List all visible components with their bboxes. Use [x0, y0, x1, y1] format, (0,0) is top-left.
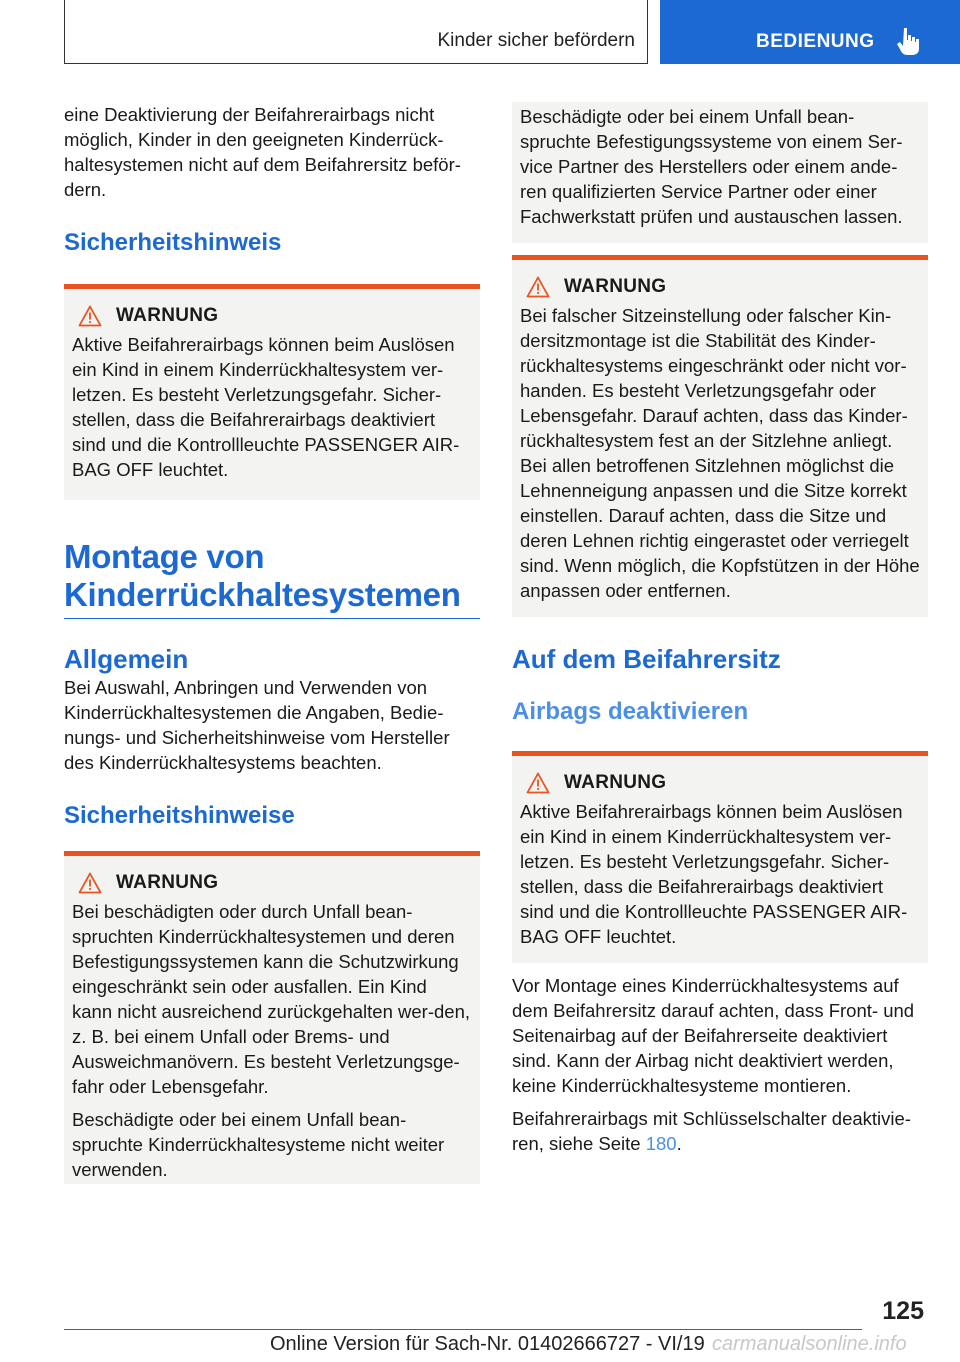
warning-label: WARNUNG: [564, 772, 667, 793]
warning-label: WARNUNG: [564, 276, 667, 297]
warning-text: Aktive Beifahrerairbags können beim Auslösen ein Kind in einem Kinderrückhaltesystem ver-letzen. Es besteht Verletzungsgefahr. Sicher-stellen, dass die Beifahrerairbags deaktiviert sind und die Kontrollleuchte PASSENGER AIR-BAG OFF leuchtet.: [72, 334, 460, 480]
switch-text-end: .: [676, 1133, 682, 1154]
warning-text: Bei beschädigten oder durch Unfall bean-spruchten Kinderrückhaltesystemen und deren Befestigungssystemen kann die Schutzwirkung eingeschränkt sein oder ausfallen. Ein Kind kann nicht ausreichend zurückgehalten wer-den, z. B. bei einem Unfall oder Brems- und Ausweichmanövern. Es besteht Verletzungsge-fahr oder Lebensgefahr.: [72, 901, 470, 1097]
header-title-box: [64, 0, 648, 64]
warning-triangle-icon: [78, 872, 102, 894]
section-heading-airbags: Airbags deaktivieren: [512, 698, 749, 725]
section-heading-beifahrersitz: Auf dem Beifahrersitz: [512, 644, 781, 674]
warning-box: [512, 255, 928, 617]
warning-triangle-icon: [78, 305, 102, 327]
warning-box: [64, 851, 480, 1184]
warning-text: Beschädigte oder bei einem Unfall bean-spruchte Kinderrückhaltesysteme nicht weiter verwenden.: [72, 1109, 445, 1180]
footer-version-text: Online Version für Sach-Nr. 01402666727 - VI/19: [270, 1333, 705, 1355]
hand-pointer-icon: [896, 26, 922, 56]
warning-label: WARNUNG: [116, 305, 219, 326]
general-paragraph: Bei Auswahl, Anbringen und Verwenden von Kinderrückhaltesystemen die Angaben, Bedie-nungs- und Sicherheitshinweise vom Hersteller des Kinderrückhaltesystems beachten.: [64, 677, 450, 773]
section-label: BEDIENUNG: [756, 31, 875, 52]
switch-text: Beifahrerairbags mit Schlüsselschalter deaktivie-ren, siehe Seite: [512, 1108, 911, 1154]
right-column: [512, 102, 928, 1156]
warning-header: [520, 770, 920, 795]
warning-text: Aktive Beifahrerairbags können beim Auslösen ein Kind in einem Kinderrückhaltesystem ver-letzen. Es besteht Verletzungsgefahr. Sicher-stellen, dass die Beifahrerairbags deaktiviert sind und die Kontrollleuchte PASSENGER AIR-BAG OFF leuchtet.: [520, 801, 908, 947]
page-number: 125: [882, 1297, 924, 1325]
warning-box: [64, 284, 480, 500]
main-heading: Montage von Kinderrückhaltesystemen: [64, 538, 480, 619]
warning-triangle-icon: [526, 276, 550, 298]
warning-header: [520, 274, 920, 299]
section-heading-allgemein: Allgemein: [64, 644, 189, 674]
continued-note-box: [512, 102, 928, 243]
switch-paragraph: [512, 1106, 928, 1156]
page-link-180[interactable]: 180: [645, 1133, 677, 1154]
chapter-title: Kinder sicher befördern: [437, 30, 635, 51]
warning-text: Bei falscher Sitzeinstellung oder falscher Kin-dersitzmontage ist die Stabilität des Kinder-rückhaltesystems eingeschränkt oder nicht vor-handen. Es besteht Verletzungsgefahr oder Lebensgefahr. Darauf achten, dass das Kinder-rückhaltesystem fest an der Sitzlehne anliegt. Bei allen betroffenen Sitzlehnen möglichst die Lehnenneigung anpassen und die Sitze korrekt einstellen. Darauf achten, dass die Sitze und deren Lehnen richtig eingerastet oder verriegelt sind. Wenn möglich, die Kopfstützen in der Höhe anpassen oder entfernen.: [520, 305, 920, 601]
warning-label: WARNUNG: [116, 872, 219, 893]
header-section-tab[interactable]: [660, 0, 960, 64]
footer-divider: [64, 1329, 862, 1330]
warning-header: [72, 303, 472, 328]
warning-header: [72, 870, 472, 895]
watermark: carmanualsonline.info: [712, 1333, 907, 1355]
intro-paragraph: eine Deaktivierung der Beifahrerairbags nicht möglich, Kinder in den geeigneten Kinderrück-haltesystemen nicht auf dem Beifahrersitz beför-dern.: [64, 104, 461, 200]
section-heading-sicherheitshinweis: Sicherheitshinweis: [64, 229, 282, 256]
left-column: [64, 102, 480, 1184]
continued-paragraph: Beschädigte oder bei einem Unfall bean-spruchte Befestigungssysteme von einem Ser-vice Partner des Herstellers oder einem ande-ren qualifizierten Service Partner oder einer Fachwerkstatt prüfen und austauschen lassen.: [520, 106, 903, 227]
warning-triangle-icon: [526, 772, 550, 794]
warning-box: [512, 751, 928, 963]
montage-paragraph: Vor Montage eines Kinderrückhaltesystems auf dem Beifahrersitz darauf achten, dass Front- und Seitenairbag auf der Beifahrerseite deaktiviert sind. Kann der Airbag nicht deaktiviert werden, keine Kinderrückhaltesysteme montieren.: [512, 975, 915, 1096]
section-heading-sicherheitshinweise: Sicherheitshinweise: [64, 802, 295, 829]
